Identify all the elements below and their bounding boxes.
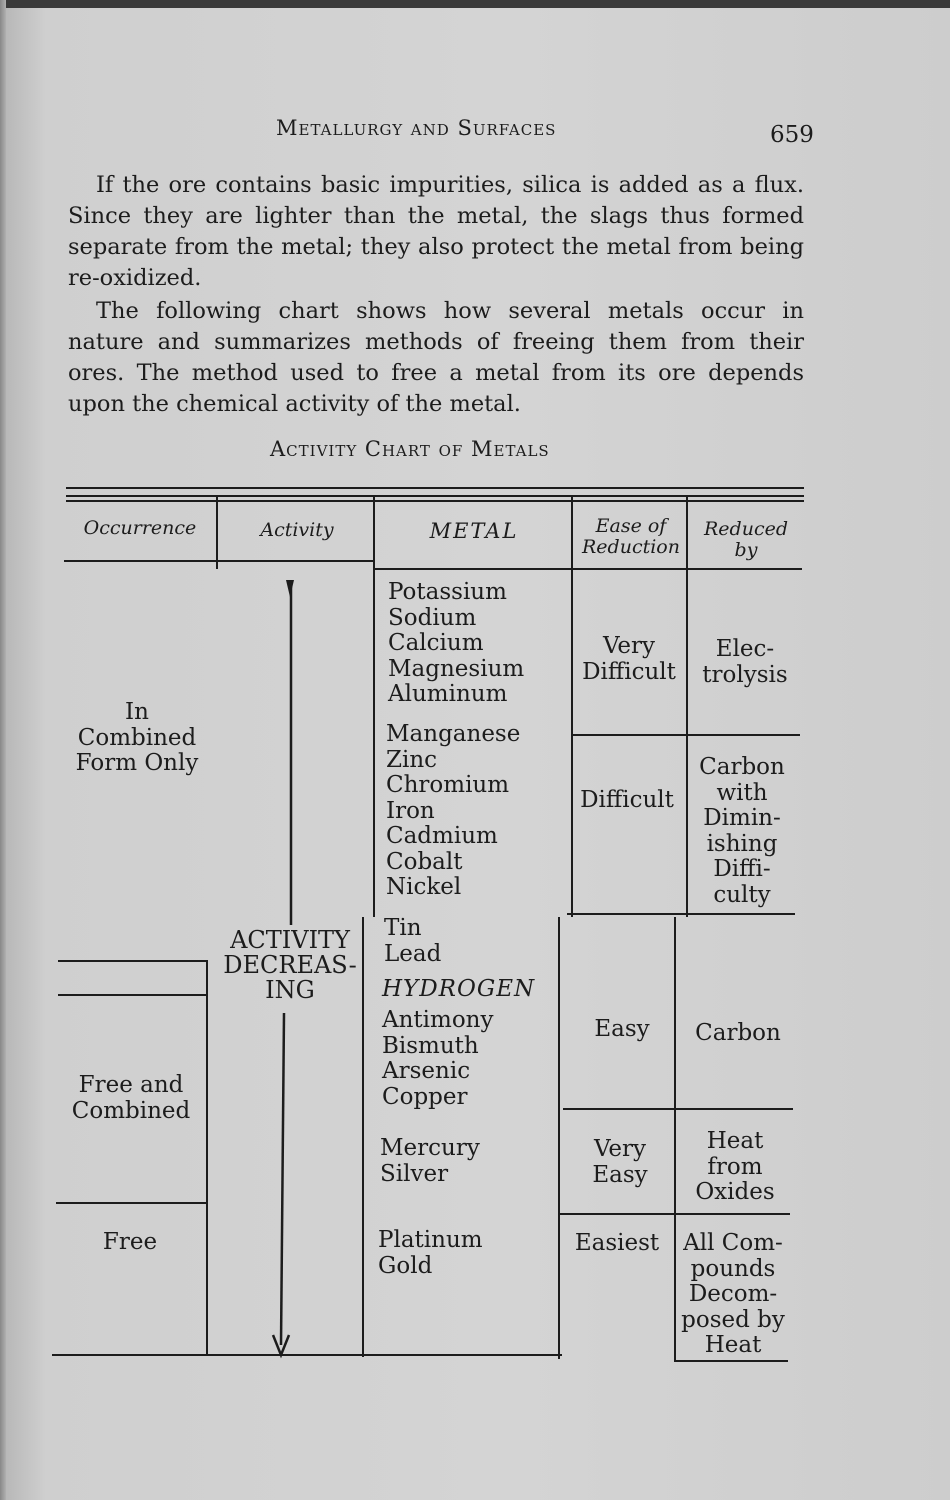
- header-occurrence: Occurrence: [83, 517, 197, 539]
- occurrence-free-and-combined: Free and Combined: [71, 1072, 191, 1124]
- metals-group-1: Potassium Sodium Calcium Magnesium Aluminum: [388, 579, 525, 707]
- top-rule-1: [66, 487, 804, 489]
- metals-group-5: Platinum Gold: [378, 1227, 483, 1279]
- paragraph-chart-intro: The following chart shows how several metals occur in nature and summarizes methods of freeing them from their ores. The method used to free a metal from its ore depends upon the chemical activity of the metal.: [68, 298, 804, 417]
- reduced-by-heat-from-oxides: Heat from Oxides: [695, 1128, 775, 1205]
- metals-group-2: Manganese Zinc Chromium Iron Cadmium Cobalt Nickel: [386, 721, 521, 900]
- header-ease-of-reduction: Ease of Reduction: [582, 515, 680, 558]
- paragraph-flux: If the ore contains basic impurities, silica is added as a flux. Since they are lighter than the metal, the slags thus formed separate from the metal; they also protect the metal from being re-oxidized.: [68, 172, 804, 291]
- page-top-edge: [0, 0, 950, 8]
- reduced-by-carbon-diminishing: Carbon with Dimin- ishing Diffi- culty: [699, 754, 785, 908]
- top-rule-2: [66, 495, 804, 497]
- top-rule-3: [66, 500, 804, 502]
- ease-difficult: Difficult: [580, 787, 674, 813]
- header-metal: METAL: [429, 519, 519, 543]
- header-activity: Activity: [260, 519, 334, 541]
- occurrence-free: Free: [102, 1229, 158, 1255]
- running-head: Metallurgy and Surfaces: [276, 116, 557, 140]
- col-divider-3b: [558, 917, 560, 1359]
- ease-easy: Easy: [594, 1016, 650, 1042]
- reduced-by-decomposed-by-heat: All Com- pounds Decom- posed by Heat: [681, 1230, 785, 1358]
- col-divider-1b: [206, 960, 208, 1355]
- metals-group-4: Mercury Silver: [380, 1135, 480, 1187]
- header-rule-b: [374, 568, 802, 570]
- header-rule-a: [64, 560, 374, 562]
- ease-very-difficult: Very Difficult: [582, 633, 676, 685]
- occurrence-combined: In Combined Form Only: [75, 699, 199, 776]
- reduced-by-electrolysis: Elec- trolysis: [702, 636, 788, 688]
- metals-group-3a: Tin Lead: [384, 915, 442, 967]
- page-number: 659: [770, 122, 814, 148]
- ease-easiest: Easiest: [574, 1230, 660, 1256]
- occurrence-rule-3: [56, 1202, 206, 1204]
- occurrence-rule-2: [58, 994, 208, 996]
- arrow-shaft-lower: [281, 1013, 284, 1345]
- metal-hydrogen: HYDROGEN: [382, 976, 536, 1002]
- activity-decreasing-label: ACTIVITY DECREAS- ING: [223, 926, 357, 1004]
- col-divider-3: [571, 497, 573, 917]
- ease-very-easy: Very Easy: [592, 1136, 648, 1188]
- row-rule-3: [563, 1108, 793, 1110]
- row-rule-4: [560, 1213, 790, 1215]
- row-rule-2: [567, 913, 795, 915]
- row-rule-1: [572, 734, 800, 736]
- col-divider-1: [216, 497, 218, 569]
- metals-group-3b: Antimony Bismuth Arsenic Copper: [382, 1007, 494, 1110]
- bottom-rule-right: [674, 1360, 788, 1362]
- occurrence-rule-1: [58, 960, 208, 962]
- reduced-by-carbon: Carbon: [695, 1020, 781, 1046]
- chart-title: Activity Chart of Metals: [270, 437, 550, 461]
- header-reduced-by: Reduced by: [704, 518, 788, 561]
